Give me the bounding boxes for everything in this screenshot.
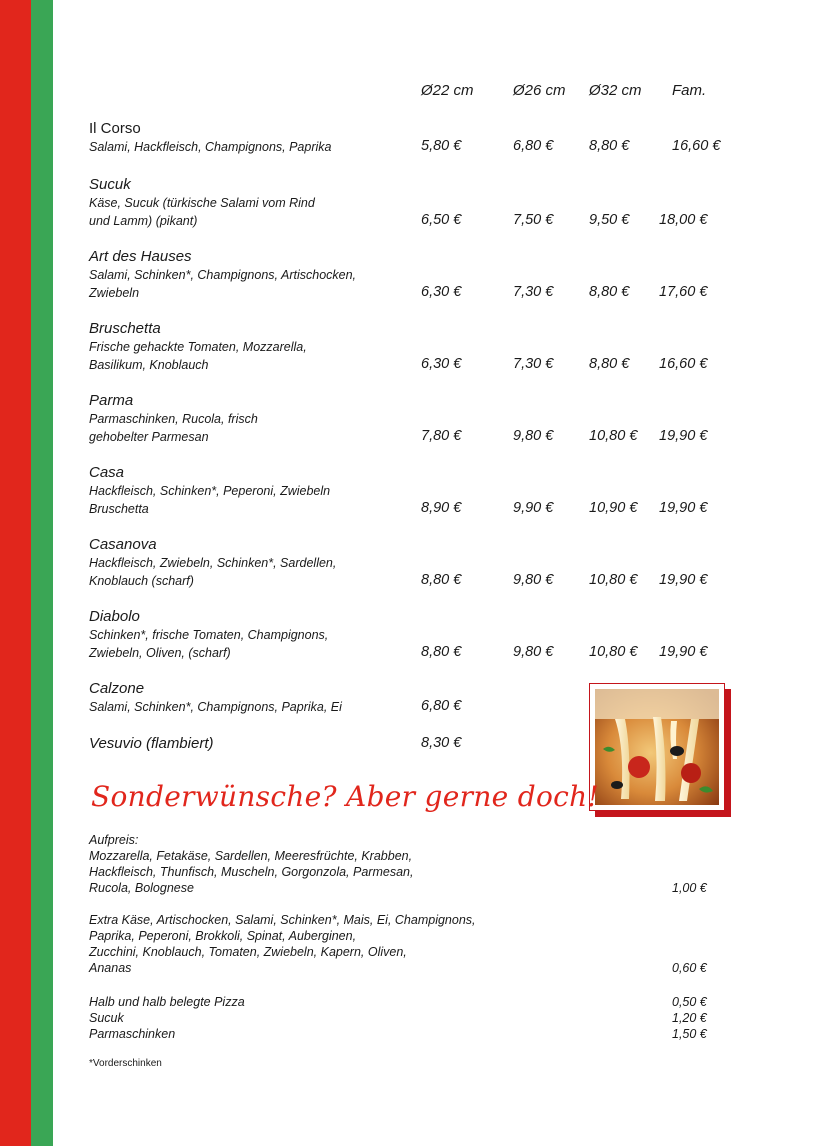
extras-text: Zucchini, Knoblauch, Tomaten, Zwiebeln, Kapern, Oliven, [89, 945, 407, 959]
menu-item-description: und Lamm) (pikant) [89, 214, 198, 228]
menu-item-name: Casa [89, 464, 125, 481]
extras-text: Extra Käse, Artischocken, Salami, Schinken*, Mais, Ei, Champignons, [89, 913, 476, 927]
extras-text: Ananas [89, 961, 132, 975]
menu-item-description: Hackfleisch, Zwiebeln, Schinken*, Sardellen, [89, 556, 337, 570]
menu-item-price: 8,80 € [589, 284, 630, 300]
menu-item-description: Frische gehackte Tomaten, Mozzarella, [89, 340, 307, 354]
flag-stripe-green [31, 0, 53, 1146]
extras-entry [89, 832, 413, 896]
menu-item-price: 9,80 € [513, 644, 554, 660]
extras-text: Halb und halb belegte Pizza [89, 995, 245, 1009]
header-size-32: Ø32 cm [589, 82, 642, 99]
menu-item-price: 16,60 € [659, 356, 708, 372]
extras-entry [89, 1010, 124, 1026]
menu-item-price: 8,90 € [421, 500, 462, 516]
menu-item-price: 6,80 € [421, 698, 462, 714]
extras-entry [89, 912, 476, 976]
menu-item-name: Diabolo [89, 608, 140, 625]
extras-price: 0,50 € [672, 995, 707, 1009]
pizza-photo-frame [589, 683, 725, 811]
menu-item-price: 7,30 € [513, 284, 554, 300]
menu-item-price: 6,80 € [513, 138, 554, 154]
menu-item-price: 10,90 € [589, 500, 638, 516]
menu-item-price: 6,30 € [421, 356, 462, 372]
menu-item-price: 10,80 € [589, 428, 638, 444]
menu-item-price: 6,50 € [421, 212, 462, 228]
extras-price: 1,50 € [672, 1027, 707, 1041]
extras-text: Parmaschinken [89, 1027, 176, 1041]
menu-item-description: Bruschetta [89, 502, 149, 516]
menu-item-price: 16,60 € [672, 138, 721, 154]
slogan: Sonderwünsche? Aber gerne doch! [91, 780, 599, 813]
menu-item-description: Salami, Schinken*, Champignons, Paprika, Ei [89, 700, 342, 714]
menu-item-name: Casanova [89, 536, 157, 553]
extras-text: Aufpreis: [89, 833, 139, 847]
menu-item-price: 8,80 € [589, 356, 630, 372]
menu-item-description: Basilikum, Knoblauch [89, 358, 209, 372]
menu-item-price: 8,30 € [421, 735, 462, 751]
menu-item-description: Salami, Schinken*, Champignons, Artischocken, [89, 268, 357, 282]
menu-item-price: 19,90 € [659, 500, 708, 516]
menu-item-description: Zwiebeln, Oliven, (scharf) [89, 646, 231, 660]
menu-item-price: 7,50 € [513, 212, 554, 228]
extras-text: Mozzarella, Fetakäse, Sardellen, Meeresfrüchte, Krabben, [89, 849, 413, 863]
menu-item-description: gehobelter Parmesan [89, 430, 209, 444]
menu-item-description: Hackfleisch, Schinken*, Peperoni, Zwiebeln [89, 484, 331, 498]
menu-item-description: Knoblauch (scharf) [89, 574, 194, 588]
menu-item-description: Zwiebeln [89, 286, 140, 300]
menu-item-price: 19,90 € [659, 428, 708, 444]
menu-item-name: Il Corso [89, 120, 141, 137]
menu-item-price: 17,60 € [659, 284, 708, 300]
menu-item-price: 6,30 € [421, 284, 462, 300]
menu-item-price: 8,80 € [421, 572, 462, 588]
menu-item-name: Sucuk [89, 176, 131, 193]
footnote: *Vorderschinken [89, 1058, 162, 1069]
extras-text: Sucuk [89, 1011, 124, 1025]
menu-item-price: 18,00 € [659, 212, 708, 228]
menu-item-price: 19,90 € [659, 572, 708, 588]
menu-item-price: 9,80 € [513, 572, 554, 588]
extras-text: Rucola, Bolognese [89, 881, 194, 895]
menu-item-price: 9,90 € [513, 500, 554, 516]
menu-item-price: 19,90 € [659, 644, 708, 660]
header-size-22: Ø22 cm [421, 82, 474, 99]
menu-item-price: 8,80 € [589, 138, 630, 154]
extras-price: 0,60 € [672, 961, 707, 975]
menu-item-price: 10,80 € [589, 644, 638, 660]
menu-item-price: 5,80 € [421, 138, 462, 154]
header-size-26: Ø26 cm [513, 82, 566, 99]
menu-item-name: Calzone [89, 680, 145, 697]
extras-entry [89, 994, 245, 1010]
menu-item-price: 9,50 € [589, 212, 630, 228]
extras-entry [89, 1026, 175, 1042]
pizza-photo [595, 689, 719, 805]
extras-text: Paprika, Peperoni, Brokkoli, Spinat, Auberginen, [89, 929, 357, 943]
extras-price: 1,20 € [672, 1011, 707, 1025]
menu-item-description: Salami, Hackfleisch, Champignons, Paprika [89, 140, 332, 154]
menu-item-description: Käse, Sucuk (türkische Salami vom Rind [89, 196, 315, 210]
menu-item-description: Parmaschinken, Rucola, frisch [89, 412, 258, 426]
menu-item-name: Bruschetta [89, 320, 161, 337]
header-family: Fam. [672, 82, 707, 99]
menu-item-description: Schinken*, frische Tomaten, Champignons, [89, 628, 329, 642]
menu-item-price: 9,80 € [513, 428, 554, 444]
menu-item-price: 10,80 € [589, 572, 638, 588]
menu-item-price: 7,30 € [513, 356, 554, 372]
flag-stripe-red [0, 0, 31, 1146]
menu-item-name: Parma [89, 392, 134, 409]
menu-item-name: Art des Hauses [89, 248, 192, 265]
extras-text: Hackfleisch, Thunfisch, Muscheln, Gorgonzola, Parmesan, [89, 865, 414, 879]
extras-price: 1,00 € [672, 881, 707, 895]
menu-item-name: Vesuvio (flambiert) [89, 735, 214, 752]
menu-item-price: 8,80 € [421, 644, 462, 660]
menu-item-price: 7,80 € [421, 428, 462, 444]
